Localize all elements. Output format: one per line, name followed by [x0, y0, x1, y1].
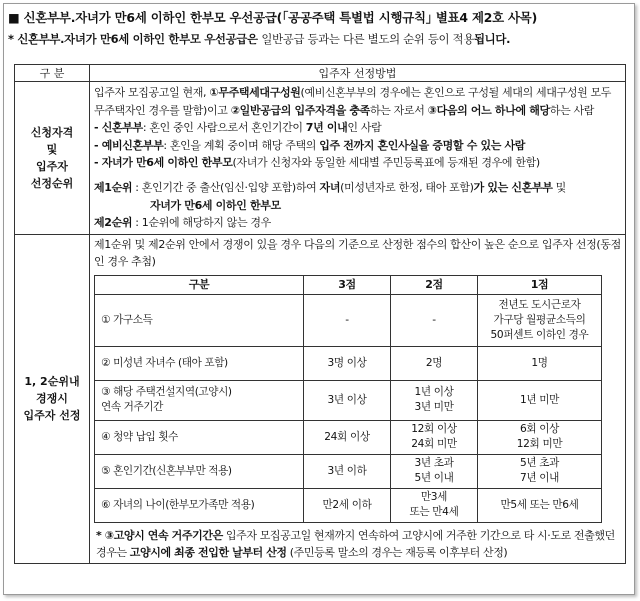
header-category: 구 분	[15, 65, 90, 82]
competition-row	[15, 234, 626, 563]
competition-intro: 제1순위 및 제2순위 안에서 경쟁이 있을 경우 다음의 기준으로 산정한 점수의 합산이 높은 순으로 입주자 선정(동점인 경우 추첨)	[94, 237, 621, 269]
item-newlywed: - 신혼부부: 혼인 중인 사람으로서 혼인기간이 7년 이내인 사람	[94, 121, 382, 135]
header-method: 입주자 선정방법	[90, 65, 626, 82]
priority-1-line2: 자녀가 만6세 이하인 한부모	[150, 198, 281, 212]
table-header-row	[15, 65, 626, 82]
qualification-row	[15, 82, 626, 235]
score-row-residence: ③ 해당 주택건설지역(고양시) 연속 거주기간 3년 이상 1년 이상 3년 미만 1년 미만	[95, 380, 602, 420]
score-row-subscription: ④ 청약 납입 횟수 24회 이상 12회 이상 24회 미만 6회 이상 12회 미만	[95, 420, 602, 454]
score-row-marriage: ⑤ 혼인기간(신혼부부만 적용) 3년 이하 3년 초과 5년 이내 5년 초과 7년 이내	[95, 454, 602, 488]
score-table	[94, 275, 602, 523]
section-title: ■ 신혼부부.자녀가 만6세 이하인 한부모 우선공급(｢공공주택 특별법 시행규칙｣ 별표4 제2호 사목)	[8, 10, 538, 25]
score-row-child-age: ⑥ 자녀의 나이(한부모가족만 적용) 만2세 이하 만3세 또는 만4세 만5세 또는 만6세	[95, 488, 602, 522]
residence-note: * ③고양시 연속 거주기간은 입주자 모집공고일 현재까지 연속하여 고양시에 거주한 기간으로 타 시·도로 전출했던 경우는 고양시에 최종 전입한 날부터 산정 (주민등록 말소의 경우는 재등록 이후부터 산정)	[96, 528, 615, 559]
selection-method-table	[14, 64, 626, 564]
item-single-parent: - 자녀가 만6세 이하인 한부모(자녀가 신청자와 동일한 세대별 주민등록표에 등재된 경우에 한함)	[94, 156, 540, 170]
score-header-2: 2점	[391, 275, 478, 294]
item-prospective-newlywed: - 예비신혼부부: 혼인을 계획 중이며 해당 주택의 입주 전까지 혼인사실을 증명할 수 있는 사람	[94, 138, 526, 152]
priority-1: 제1순위 : 혼인기간 중 출산(임신·입양 포함)하여 자녀(미성년자로 한정, 태아 포함)가 있는 신혼부부 및	[94, 180, 566, 194]
subtitle-prefix: * 신혼부부.자녀가 만6세 이하인 한부모 우선공급은	[8, 32, 262, 46]
priority-2: 제2순위 : 1순위에 해당하지 않는 경우	[94, 216, 271, 230]
qualification-content	[90, 82, 626, 235]
subtitle-suffix: 됩니다.	[473, 32, 511, 46]
score-header-3: 3점	[304, 275, 391, 294]
qualification-intro: 입주자 모집공고일 현재, ①무주택세대구성원(예비신혼부부의 경우에는 혼인으로 구성될 세대의 세대구성원 모두 무주택자인 경우를 말함)이고 ②일반공급의 입주자격을 충족하는 자로서 ③다음의 어느 하나에 해당하는 사람	[94, 86, 612, 117]
score-row-children: ② 미성년 자녀수 (태아 포함) 3명 이상 2명 1명	[95, 346, 602, 380]
score-header-row	[95, 275, 602, 294]
competition-content	[90, 234, 626, 563]
score-row-income: ① 가구소득 - - 전년도 도시근로자 가구당 월평균소득의 50퍼센트 이하인 경우	[95, 294, 602, 346]
score-header-category: 구분	[95, 275, 304, 294]
qualification-label: 신청자격 및 입주자 선정순위	[15, 82, 90, 235]
subtitle-middle: 일반공급 등과는 다른 별도의 순위 등이 적용	[261, 32, 474, 46]
section-subtitle	[8, 31, 510, 47]
score-header-1: 1점	[478, 275, 602, 294]
competition-label: 1, 2순위내 경쟁시 입주자 선정	[15, 234, 90, 563]
